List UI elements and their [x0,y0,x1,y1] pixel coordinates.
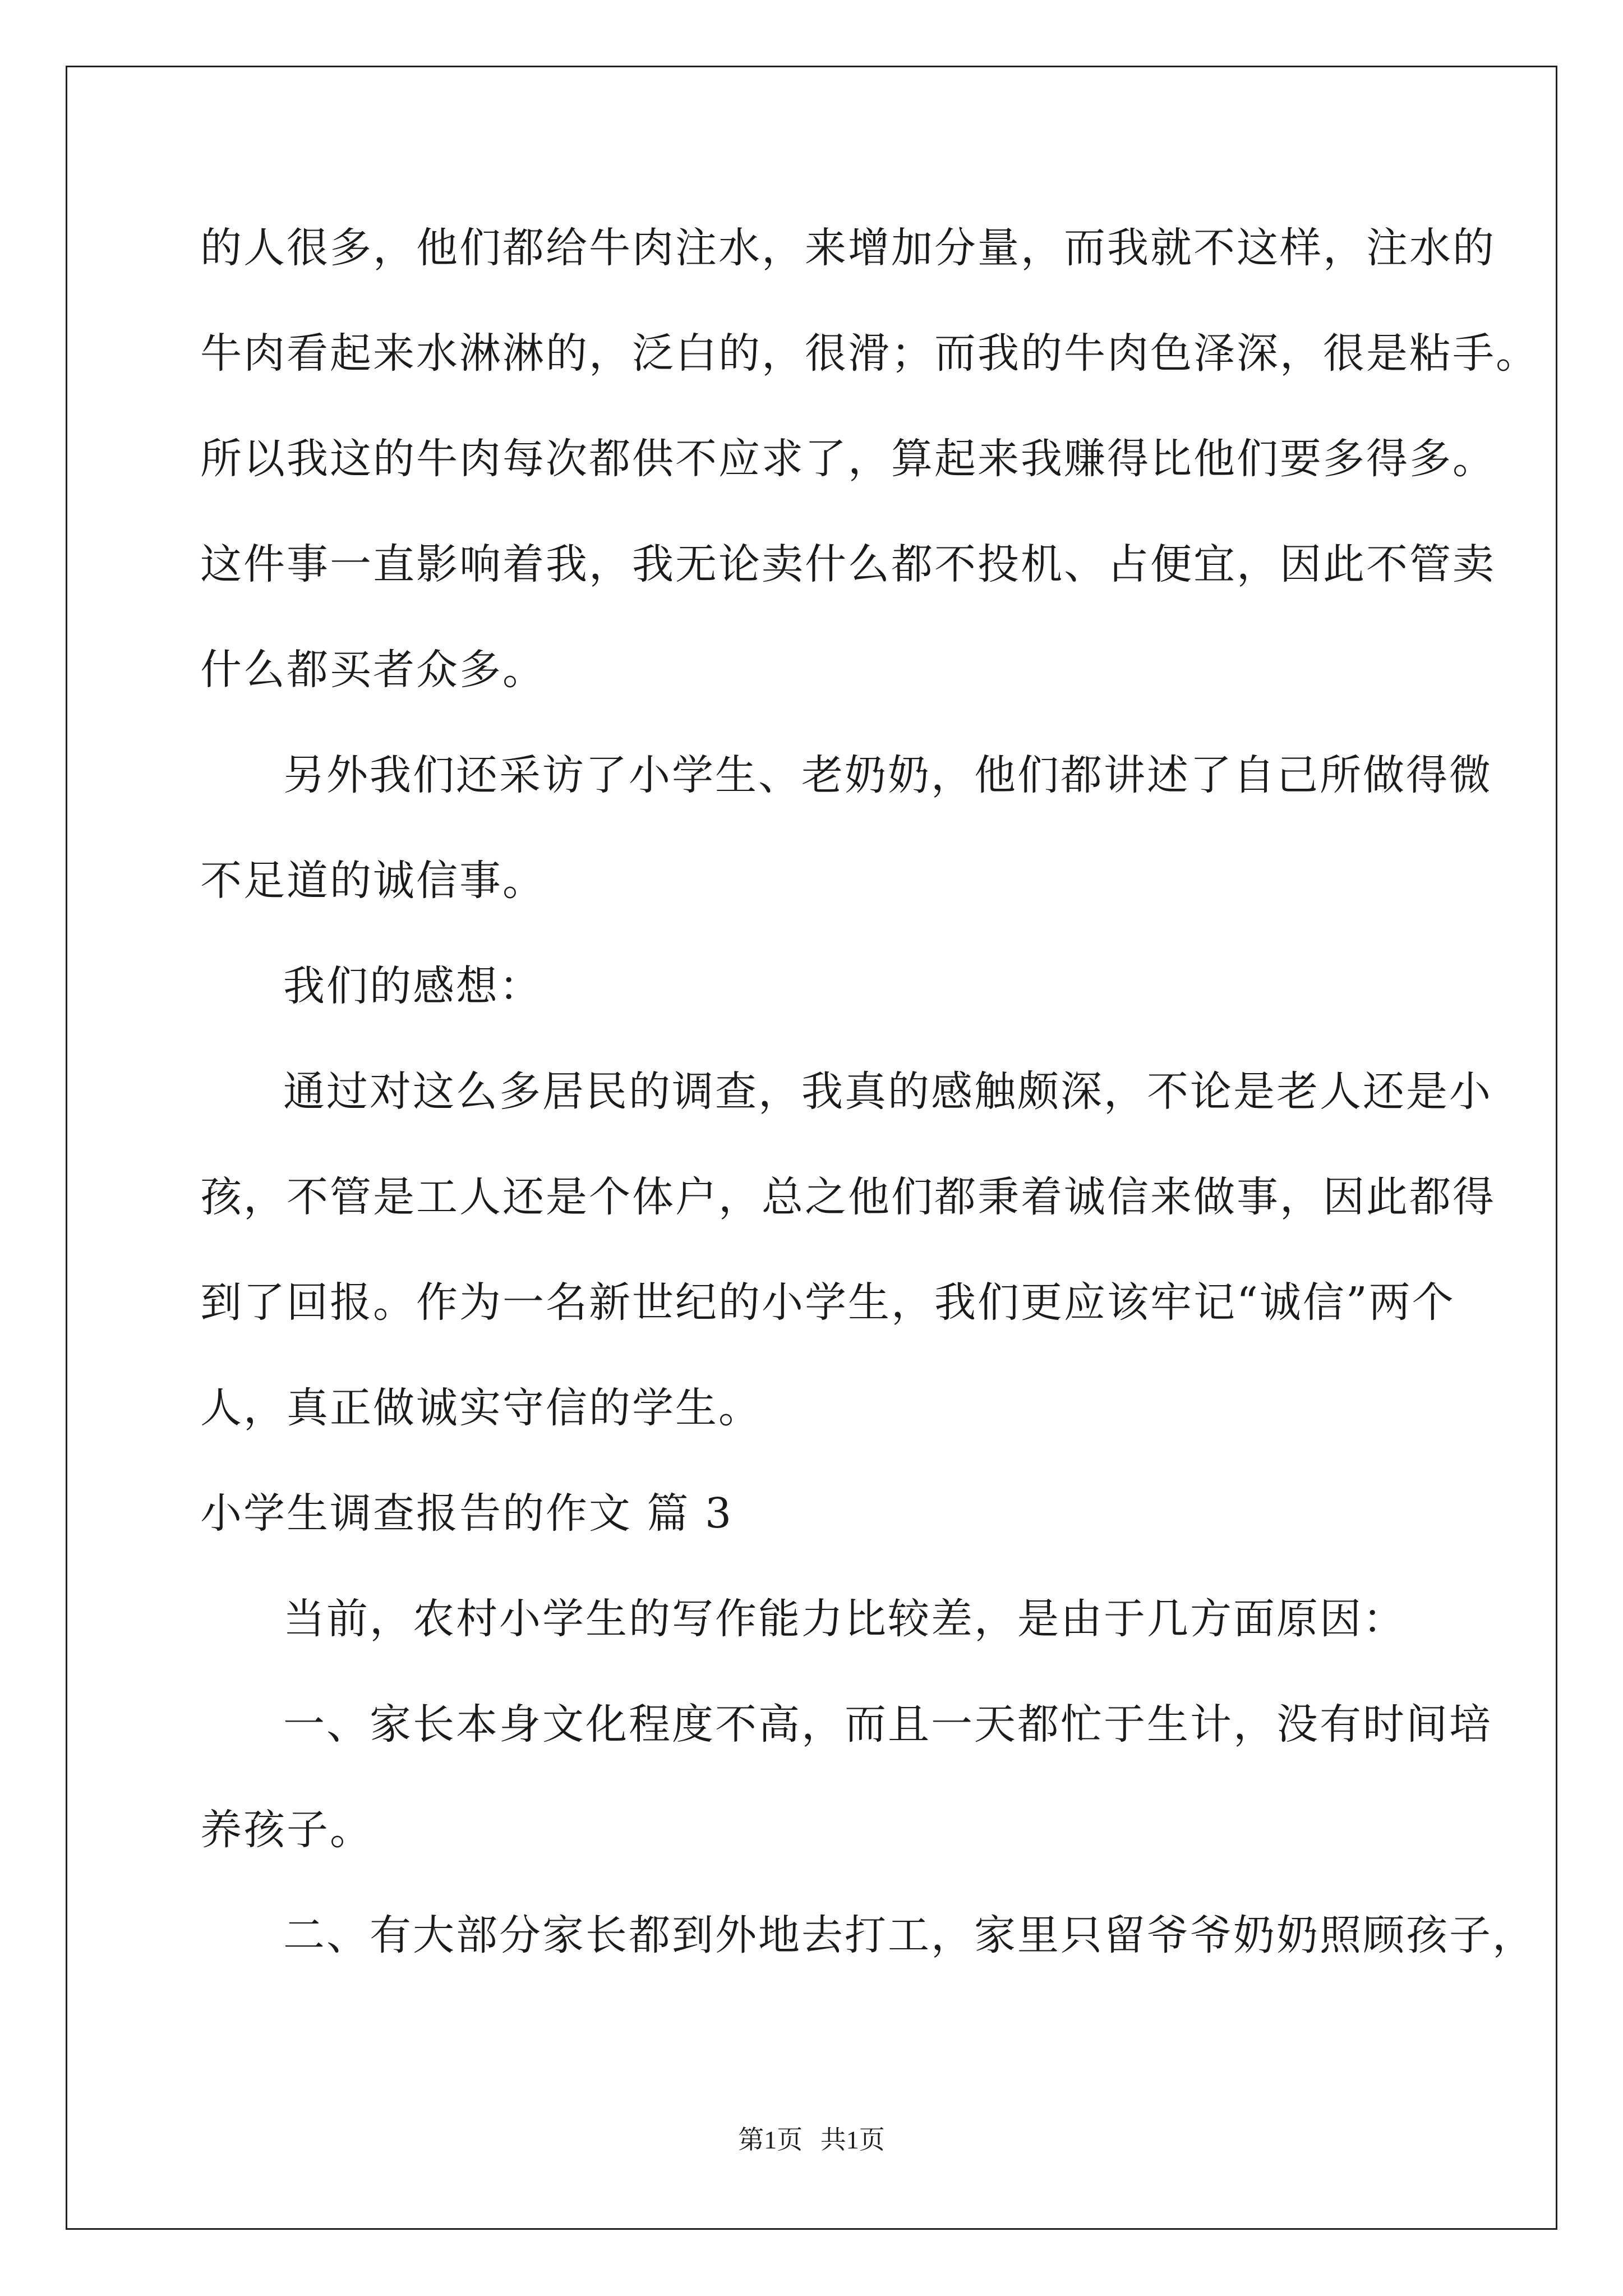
text-line-2: 牛肉看起来水淋淋的，泛白的，很滑；而我的牛肉色泽深，很是粘手。 [200,329,1539,378]
text-line-14: 当前，农村小学生的写作能力比较差，是由于几方面原因： [283,1595,1406,1643]
text-line-17: 二、有大部分家长都到外地去打工，家里只留爷爷奶奶照顾孩子， [283,1911,1536,1959]
text-line-1: 的人很多，他们都给牛肉注水，来增加分量，而我就不这样，注水的 [200,224,1496,272]
text-line-6: 另外我们还采访了小学生、老奶奶，他们都讲述了自己所做得微 [283,751,1492,799]
text-line-11: 到了回报。作为一名新世纪的小学生，我们更应该牢记“诚信”两个 [200,1278,1455,1327]
text-line-4: 这件事一直影响着我，我无论卖什么都不投机、占便宜，因此不管卖 [200,540,1496,588]
text-line-12: 人，真正做诚实守信的学生。 [200,1384,762,1432]
text-line-3: 所以我这的牛肉每次都供不应求了，算起来我赚得比他们要多得多。 [200,435,1496,483]
section-heading: 小学生调查报告的作文 篇 3 [200,1489,734,1538]
text-line-15: 一、家长本身文化程度不高，而且一天都忙于生计，没有时间培 [283,1700,1492,1749]
text-line-9: 通过对这么多居民的调查，我真的感触颇深，不论是老人还是小 [283,1068,1492,1116]
text-line-10: 孩，不管是工人还是个体户，总之他们都秉着诚信来做事，因此都得 [200,1173,1496,1221]
page-border [66,66,1557,2230]
text-line-7: 不足道的诚信事。 [200,857,546,905]
text-line-5: 什么都买者众多。 [200,646,546,694]
page-footer: 第1页 共1页 [738,2125,885,2154]
text-line-16: 养孩子。 [200,1806,373,1854]
text-line-8: 我们的感想： [283,962,542,1010]
